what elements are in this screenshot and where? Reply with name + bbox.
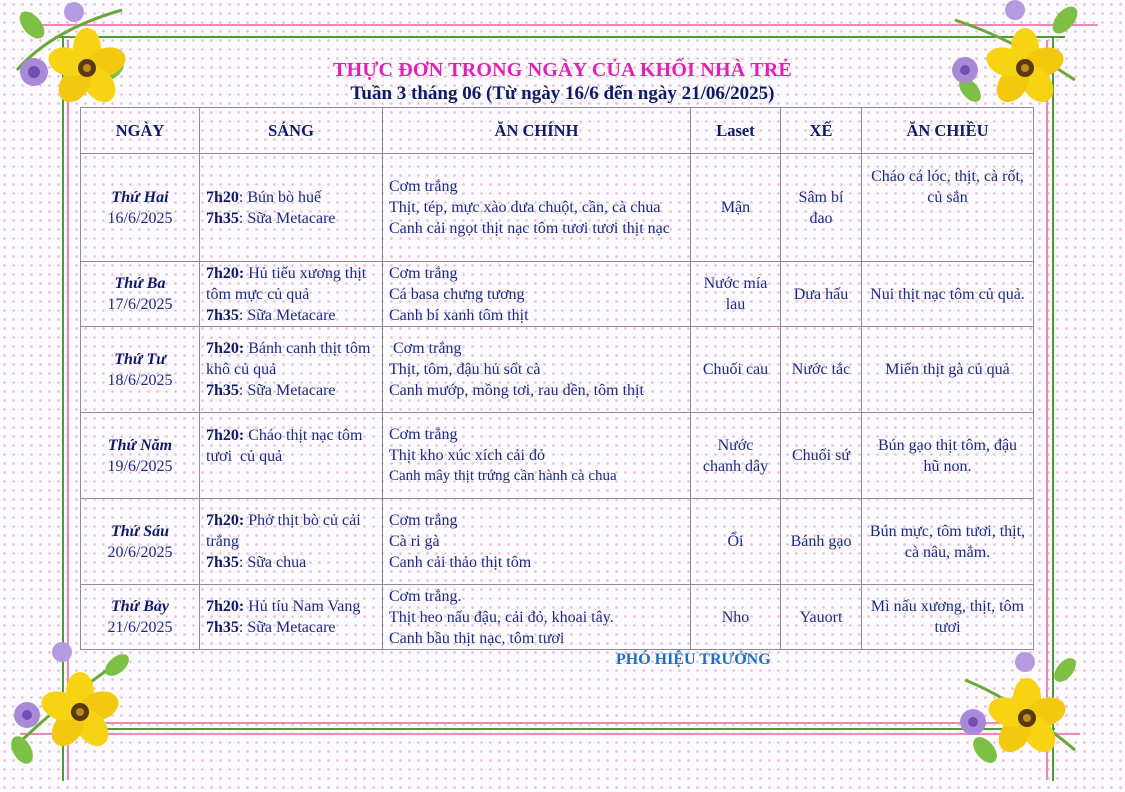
day-date: 21/6/2025 bbox=[107, 619, 173, 636]
chieu-cell: Miến thịt gà củ quả bbox=[862, 327, 1034, 413]
breakfast-item: : Bún bò huế bbox=[238, 188, 322, 206]
main-soup: Canh cải ngọt thịt nạc tôm tươi tươi thịt nạc bbox=[389, 220, 670, 237]
frame-bottom-pink bbox=[68, 722, 1048, 724]
main-rice: Cơm trắng bbox=[389, 426, 458, 443]
main-rice: Cơm trắng bbox=[389, 264, 458, 282]
table-row bbox=[81, 154, 1034, 262]
breakfast-item: Phở thịt bò củ cải trắng bbox=[206, 512, 361, 550]
chieu-cell: Bún mực, tôm tươi, thịt, cà nâu, mắm. bbox=[862, 499, 1034, 585]
main-meal-cell bbox=[383, 585, 691, 650]
table-row bbox=[81, 585, 1034, 650]
day-cell bbox=[81, 413, 200, 499]
day-date: 17/6/2025 bbox=[107, 296, 173, 313]
header-sang: SÁNG bbox=[200, 108, 383, 154]
table-row bbox=[81, 413, 1034, 499]
xe-cell: Bánh gạo bbox=[781, 499, 862, 585]
chieu-cell: Nui thịt nạc tôm củ quả. bbox=[862, 262, 1034, 327]
breakfast-time: 7h20 bbox=[206, 188, 239, 206]
morning-cell bbox=[200, 154, 383, 262]
main-meal-cell bbox=[383, 413, 691, 499]
milk-time: 7h35 bbox=[206, 382, 239, 399]
header-an-chieu: ĂN CHIỀU bbox=[862, 108, 1034, 154]
breakfast-time: 7h20: bbox=[206, 340, 245, 357]
day-cell bbox=[81, 327, 200, 413]
milk-item: : Sữa Metacare bbox=[238, 306, 336, 324]
page-title: THỰC ĐƠN TRONG NGÀY CỦA KHỐI NHÀ TRẺ bbox=[333, 59, 792, 81]
frame-bottom-inner bbox=[55, 728, 1055, 730]
breakfast-item: Hủ tiếu xương thịt tôm mực củ quả bbox=[206, 264, 367, 303]
breakfast-item: Hủ tíu Nam Vang bbox=[244, 598, 361, 615]
morning-cell bbox=[200, 327, 383, 413]
main-soup: Canh mướp, mồng tơi, rau dền, tôm thịt bbox=[389, 382, 644, 399]
day-name: Thứ Hai bbox=[111, 188, 169, 206]
table-row bbox=[81, 262, 1034, 327]
page-subtitle: Tuần 3 tháng 06 (Từ ngày 16/6 đến ngày 21/06/2025) bbox=[350, 83, 775, 104]
main-dish: Thịt, tép, mực xào dưa chuột, cần, cà chua bbox=[389, 199, 661, 216]
xe-cell: Yauort bbox=[781, 585, 862, 650]
table-row bbox=[81, 499, 1034, 585]
day-cell bbox=[81, 262, 200, 327]
header-xe: XẾ bbox=[781, 108, 862, 154]
laset-cell: Nước chanh dây bbox=[691, 413, 781, 499]
main-rice: Cơm trắng bbox=[389, 512, 458, 529]
main-rice: Cơm trắng. bbox=[389, 587, 462, 605]
main-meal-cell bbox=[383, 499, 691, 585]
breakfast-item: Cháo thịt nạc tôm tươi củ quả bbox=[206, 427, 367, 465]
breakfast-item: Bánh canh thịt tôm khô củ quả bbox=[206, 340, 371, 378]
day-date: 16/6/2025 bbox=[107, 209, 173, 227]
day-date: 18/6/2025 bbox=[107, 371, 173, 389]
xe-cell: Nước tắc bbox=[781, 327, 862, 413]
frame-top-outer bbox=[28, 24, 1098, 26]
milk-item: : Sữa chua bbox=[238, 554, 307, 571]
table-row bbox=[81, 327, 1034, 413]
day-name: Thứ Sáu bbox=[110, 522, 170, 540]
milk-item: : Sữa Metacare bbox=[238, 619, 336, 636]
breakfast-time: 7h20: bbox=[206, 512, 245, 529]
day-date: 19/6/2025 bbox=[107, 457, 173, 475]
milk-time: 7h35 bbox=[206, 209, 239, 227]
morning-cell bbox=[200, 262, 383, 327]
flower-icon bbox=[2, 0, 142, 115]
main-soup: Canh bí xanh tôm thịt bbox=[389, 306, 529, 324]
day-name: Thứ Tư bbox=[114, 350, 166, 368]
milk-time: 7h35 bbox=[206, 554, 239, 571]
day-name: Thứ Ba bbox=[114, 275, 166, 292]
milk-item: : Sữa Metacare bbox=[238, 209, 336, 227]
morning-cell bbox=[200, 499, 383, 585]
main-meal-cell bbox=[383, 154, 691, 262]
flower-icon bbox=[955, 650, 1085, 775]
main-rice: Cơm trắng bbox=[389, 340, 462, 357]
day-date: 20/6/2025 bbox=[107, 543, 173, 561]
laset-cell: Chuối cau bbox=[691, 327, 781, 413]
main-soup: Canh bầu thịt nạc, tôm tươi bbox=[389, 629, 565, 647]
day-name: Thứ Bảy bbox=[110, 598, 170, 615]
main-dish: Thịt, tôm, đậu hủ sốt cà bbox=[389, 361, 541, 378]
table-header-row bbox=[81, 108, 1034, 154]
main-dish: Thịt kho xúc xích cải đỏ bbox=[389, 447, 545, 464]
chieu-cell: Mì nấu xương, thịt, tôm tươi bbox=[862, 585, 1034, 650]
main-dish: Thịt heo nấu đậu, cải đỏ, khoai tây. bbox=[389, 608, 614, 626]
main-dish: Cá basa chưng tương bbox=[389, 285, 525, 303]
signature-title: PHÓ HIỆU TRƯỞNG bbox=[616, 651, 771, 668]
header-ngay: NGÀY bbox=[81, 108, 200, 154]
main-meal-cell bbox=[383, 262, 691, 327]
main-dish: Cà ri gà bbox=[389, 533, 440, 550]
main-rice: Cơm trắng bbox=[389, 178, 458, 195]
main-meal-cell bbox=[383, 327, 691, 413]
milk-time: 7h35 bbox=[206, 306, 239, 324]
chieu-cell: Cháo cá lóc, thịt, cà rốt, củ sắn bbox=[862, 154, 1034, 262]
chieu-cell: Bún gạo thịt tôm, đậu hũ non. bbox=[862, 413, 1034, 499]
flower-icon bbox=[2, 640, 142, 770]
frame-top-inner bbox=[55, 36, 1065, 38]
flower-icon bbox=[945, 0, 1085, 115]
morning-cell bbox=[200, 585, 383, 650]
xe-cell: Sâm bí đao bbox=[781, 154, 862, 262]
day-cell bbox=[81, 154, 200, 262]
laset-cell: Ổi bbox=[691, 499, 781, 585]
menu-table bbox=[80, 107, 1034, 650]
main-soup: Canh cải thảo thịt tôm bbox=[389, 554, 532, 571]
laset-cell: Nước mía lau bbox=[691, 262, 781, 327]
milk-item: : Sữa Metacare bbox=[238, 382, 336, 399]
milk-time: 7h35 bbox=[206, 619, 239, 636]
breakfast-time: 7h20: bbox=[206, 598, 245, 615]
breakfast-time: 7h20: bbox=[206, 264, 245, 282]
laset-cell: Mận bbox=[691, 154, 781, 262]
frame-bottom-outer bbox=[20, 733, 1080, 735]
morning-cell bbox=[200, 413, 383, 499]
day-cell bbox=[81, 499, 200, 585]
breakfast-time: 7h20: bbox=[206, 427, 245, 444]
laset-cell: Nho bbox=[691, 585, 781, 650]
header-laset: Laset bbox=[691, 108, 781, 154]
xe-cell: Dưa hấu bbox=[781, 262, 862, 327]
xe-cell: Chuối sứ bbox=[781, 413, 862, 499]
main-soup: Canh mây thịt trứng cần hành cà chua bbox=[389, 468, 617, 484]
header-an-chinh: ĂN CHÍNH bbox=[383, 108, 691, 154]
day-name: Thứ Năm bbox=[107, 436, 173, 454]
